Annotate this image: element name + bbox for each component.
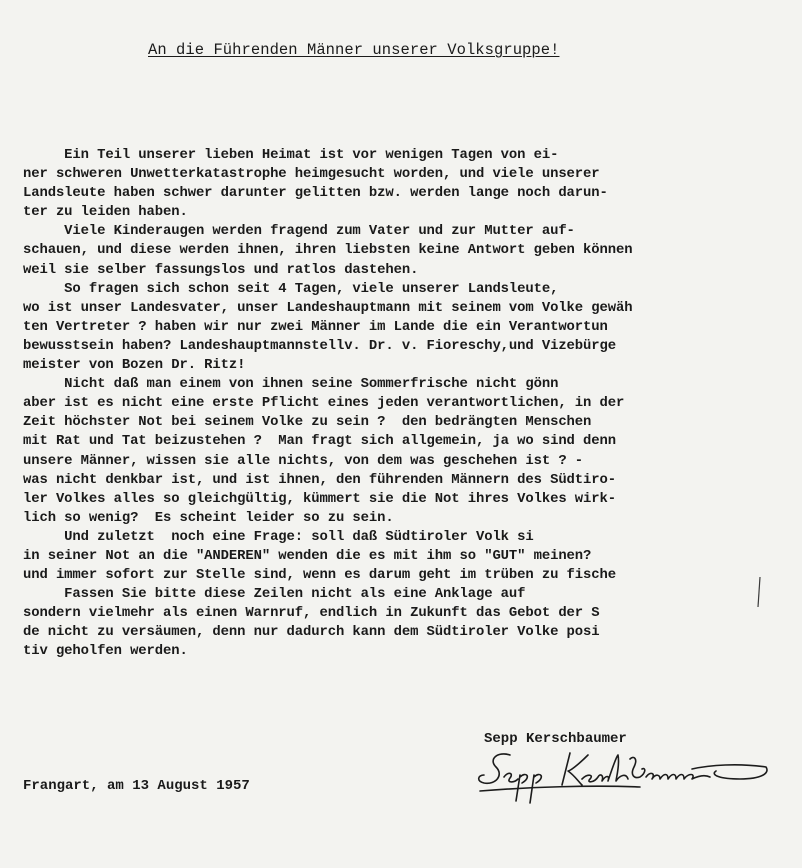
letter-line: Und zuletzt noch eine Frage: soll daß Südtiroler Volk si [23,528,534,545]
handwritten-signature [470,745,780,805]
letter-line: Nicht daß man einem von ihnen seine Sommerfrische nicht gönn [23,376,559,393]
letter-line: was nicht denkbar ist, und ist ihnen, den führenden Männern des Südtiro- [23,471,616,488]
letter-title: An die Führenden Männer unserer Volksgruppe! [148,41,560,59]
letter-line: weil sie selber fassungslos und ratlos dastehen. [23,261,419,278]
letter-line: bewusstsein haben? Landeshauptmannstellv. Dr. v. Fioreschy,und Vizebürge [23,337,616,354]
letter-line: aber ist es nicht eine erste Pflicht eines jeden verantwortlichen, in der [23,395,625,412]
letter-line: Zeit höchster Not bei seinem Volke zu sein ? den bedrängten Menschen [23,414,592,431]
letter-line: mit Rat und Tat beizustehen ? Man fragt sich allgemein, ja wo sind denn [23,433,616,450]
letter-line: de nicht zu versäumen, denn nur dadurch kann dem Südtiroler Volke posi [23,624,600,641]
signatory-name: Sepp Kerschbaumer [484,731,627,747]
letter-line: ler Volkes alles so gleichgültig, kümmert sie die Not ihres Volkes wirk- [23,490,616,507]
letter-line: Landsleute haben schwer darunter gelitten bzw. werden lange noch darun- [23,185,608,202]
letter-line: ter zu leiden haben. [23,204,188,221]
letter-line: wo ist unser Landesvater, unser Landeshauptmann mit seinem vom Volke gewäh [23,299,633,316]
letter-line: Ein Teil unserer lieben Heimat ist vor wenigen Tagen von ei- [23,147,559,163]
place-and-date: Frangart, am 13 August 1957 [23,778,250,794]
letter-line: schauen, und diese werden ihnen, ihren liebsten keine Antwort geben können [23,242,633,259]
letter-line: unsere Männer, wissen sie alle nichts, von dem was geschehen ist ? - [23,452,584,469]
letter-line: ten Vertreter ? haben wir nur zwei Männer im Lande die ein Verantwortun [23,318,608,335]
letter-line: und immer sofort zur Stelle sind, wenn es darum geht im trüben zu fische [23,567,616,584]
letter-body [23,146,802,662]
letter-line: lich so wenig? Es scheint leider so zu sein. [23,509,394,526]
letter-line: Fassen Sie bitte diese Zeilen nicht als eine Anklage auf [23,586,526,603]
letter-line: sondern vielmehr als einen Warnruf, endlich in Zukunft das Gebot der S [23,605,600,622]
margin-mark [756,575,762,609]
letter-line: tiv geholfen werden. [23,643,188,660]
letter-line: Viele Kinderaugen werden fragend zum Vater und zur Mutter auf- [23,223,575,240]
letter-line: So fragen sich schon seit 4 Tagen, viele unserer Landsleute, [23,280,559,297]
letter-line: in seiner Not an die "ANDEREN" wenden die es mit ihm so "GUT" meinen? [23,547,592,564]
letter-line: meister von Bozen Dr. Ritz! [23,357,246,374]
letter-line: ner schweren Unwetterkatastrophe heimgesucht worden, und viele unserer [23,166,600,183]
